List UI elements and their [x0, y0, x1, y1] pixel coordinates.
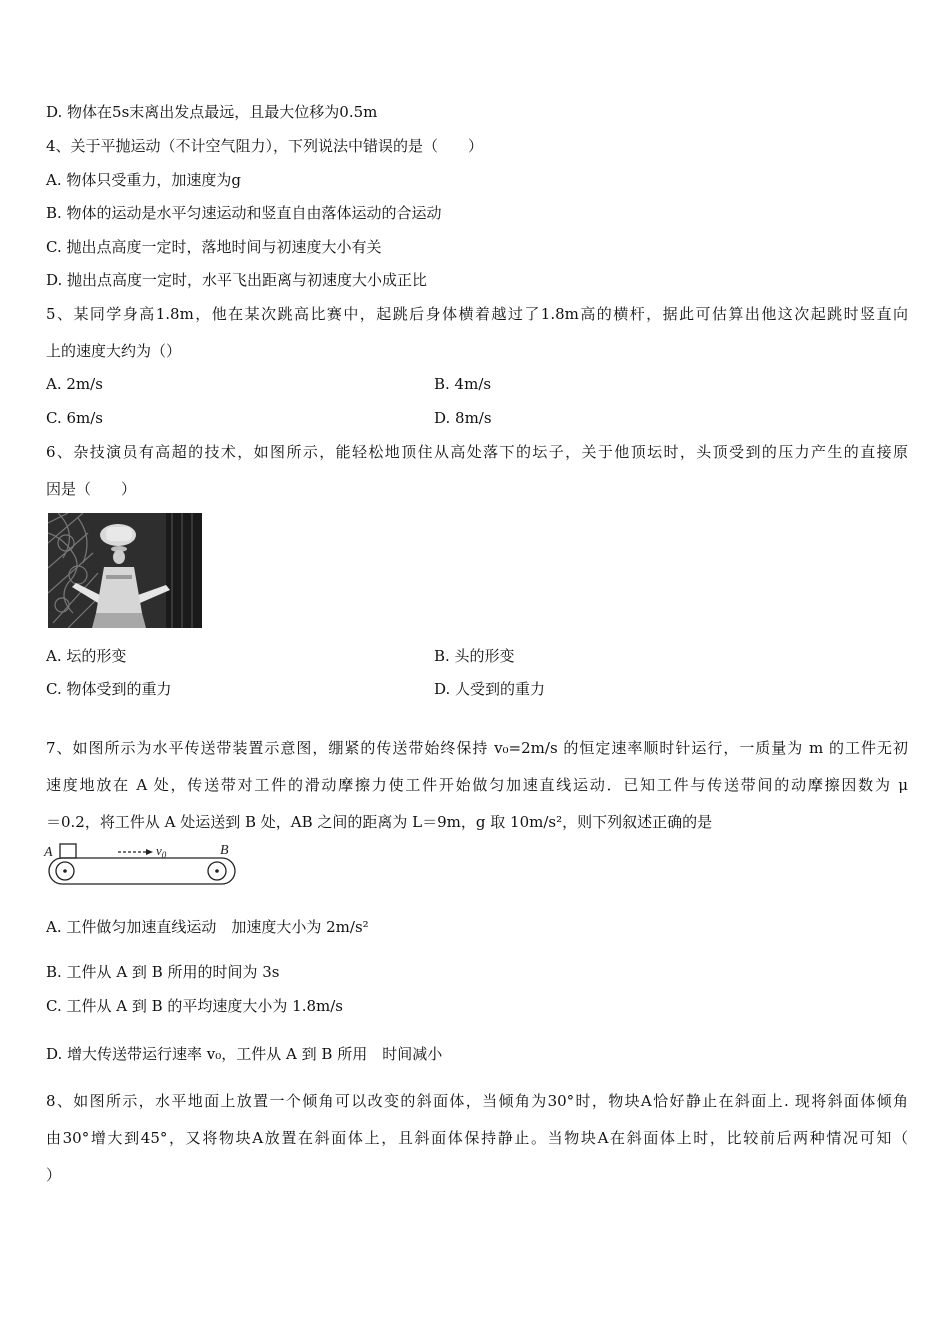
q7-stem-line2: 速度地放在 A 处，传送带对工件的滑动摩擦力使工件开始做匀加速直线运动．已知工件与传送带间的动摩擦因数为 μ — [46, 776, 908, 794]
svg-text:v0 — [156, 843, 167, 860]
q7-stem-line1: 7、如图所示为水平传送带装置示意图，绷紧的传送带始终保持 v₀=2m/s 的恒定速率顺时针运行，一质量为 m 的工件无初 — [46, 739, 908, 757]
q4-option-b: B. 物体的运动是水平匀速运动和竖直自由落体运动的合运动 — [46, 204, 442, 222]
q8-stem-line1: 8、如图所示，水平地面上放置一个倾角可以改变的斜面体，当倾角为30°时，物块A恰好静止在斜面上. 现将斜面体倾角 — [46, 1092, 908, 1110]
q7-option-d: D. 增大传送带运行速率 v₀，工件从 A 到 B 所用 时间减小 — [46, 1045, 443, 1063]
q6-option-a: A. 坛的形变 — [46, 647, 127, 665]
q6-option-b: B. 头的形变 — [434, 647, 515, 665]
q7-option-c: C. 工件从 A 到 B 的平均速度大小为 1.8m/s — [46, 997, 344, 1015]
q8-stem-line2: 由30°增大到45°，又将物块A放置在斜面体上，且斜面体保持静止。当物块A在斜面体上时，比较前后两种情况可知（ — [46, 1129, 908, 1147]
q6-option-d: D. 人受到的重力 — [434, 680, 546, 698]
q7-option-a: A. 工件做匀加速直线运动 加速度大小为 2m/s² — [46, 918, 369, 936]
acrobat-jar-photo — [48, 513, 202, 628]
conveyor-belt-diagram — [42, 840, 242, 890]
q5-option-b: B. 4m/s — [434, 375, 492, 393]
q4-option-a: A. 物体只受重力，加速度为g — [46, 171, 241, 189]
workpiece-block — [60, 844, 76, 858]
q5-stem-line2: 上的速度大约为（） — [46, 342, 182, 360]
q7-option-b: B. 工件从 A 到 B 所用的时间为 3s — [46, 963, 280, 981]
q6-stem-line2: 因是（ ） — [46, 480, 137, 498]
q6-stem-line1: 6、杂技演员有高超的技术，如图所示，能轻松地顶住从高处落下的坛子，关于他顶坛时，头顶受到的压力产生的直接原 — [46, 443, 908, 461]
q5-option-a: A. 2m/s — [46, 375, 103, 393]
belt-label-v: v — [156, 843, 162, 858]
q8-stem-line3: ） — [46, 1166, 62, 1184]
q4-option-c: C. 抛出点高度一定时，落地时间与初速度大小有关 — [46, 238, 382, 256]
belt-label-v-sub: 0 — [161, 850, 167, 860]
q7-stem-line3: ＝0.2，将工件从 A 处运送到 B 处，AB 之间的距离为 L＝9m，g 取 10m/s²，则下列叙述正确的是 — [46, 813, 713, 831]
q5-option-c: C. 6m/s — [46, 409, 103, 427]
q6-option-c: C. 物体受到的重力 — [46, 680, 172, 698]
q5-option-d: D. 8m/s — [434, 409, 492, 427]
q4-option-d: D. 抛出点高度一定时，水平飞出距离与初速度大小成正比 — [46, 271, 428, 289]
q4-stem: 4、关于平抛运动（不计空气阻力），下列说法中错误的是（ ） — [46, 137, 484, 155]
belt-label-a: A — [44, 845, 53, 860]
q5-stem-line1: 5、某同学身高1.8m，他在某次跳高比赛中，起跳后身体横着越过了1.8m高的横杆，据此可估算出他这次起跳时竖直向 — [46, 305, 908, 323]
q3-option-d: D. 物体在5s末离出发点最远，且最大位移为0.5m — [46, 103, 378, 121]
belt-label-b: B — [220, 843, 229, 858]
